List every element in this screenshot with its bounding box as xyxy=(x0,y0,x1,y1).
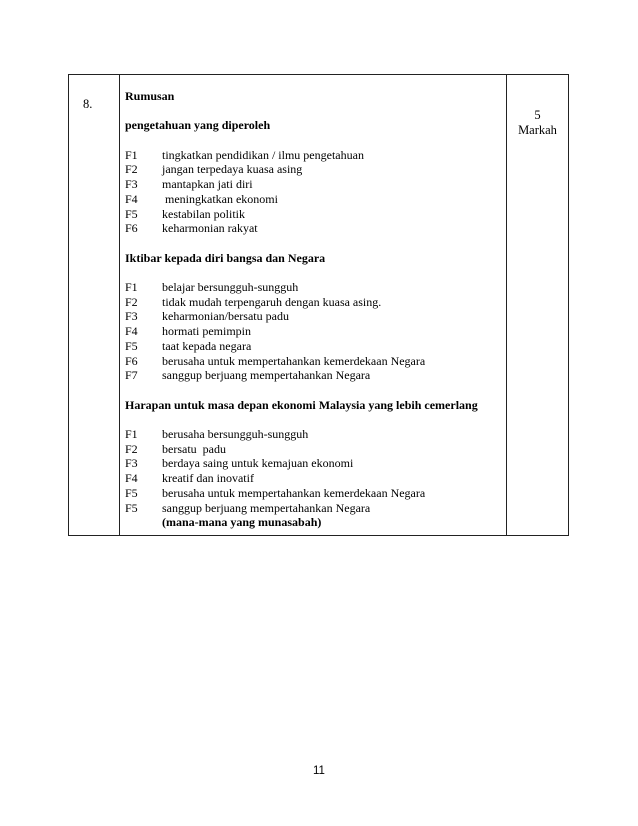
title-rumusan: Rumusan xyxy=(125,89,175,103)
item-text: sanggup berjuang mempertahankan Negara xyxy=(162,368,371,383)
section2-list xyxy=(125,280,501,383)
marks-value: 5 xyxy=(534,108,541,122)
section1-item xyxy=(125,162,501,177)
item-text: berusaha untuk mempertahankan kemerdekaan Negara xyxy=(162,353,426,368)
item-text: meningkatkan ekonomi xyxy=(162,191,278,206)
section3-item xyxy=(125,471,501,486)
item-text: sanggup berjuang mempertahankan Negara xyxy=(162,500,371,515)
section2-item xyxy=(125,324,501,339)
item-text: mantapkan jati diri xyxy=(162,177,253,192)
item-code: F2 xyxy=(125,294,138,309)
item-code: F5 xyxy=(125,485,138,500)
marks-unit: Markah xyxy=(518,123,557,137)
section1-list xyxy=(125,148,501,236)
item-code: F1 xyxy=(125,427,138,442)
section3-list xyxy=(125,427,501,515)
item-code: F3 xyxy=(125,456,138,471)
item-code: F4 xyxy=(125,191,138,206)
answer-content xyxy=(125,89,501,530)
item-code: F5 xyxy=(125,338,138,353)
item-text: keharmonian/bersatu padu xyxy=(162,309,289,324)
acceptance-note: (mana-mana yang munasabah) xyxy=(162,515,322,530)
item-code: F5 xyxy=(125,206,138,221)
item-text: kestabilan politik xyxy=(162,206,245,221)
item-code: F6 xyxy=(125,221,138,236)
section2-item xyxy=(125,368,501,383)
item-text: keharmonian rakyat xyxy=(162,221,258,236)
item-text: kreatif dan inovatif xyxy=(162,471,254,486)
page-number: 11 xyxy=(313,765,325,777)
item-code: F7 xyxy=(125,368,138,383)
section2-item xyxy=(125,295,501,310)
item-text: berusaha bersungguh-sungguh xyxy=(162,427,309,442)
section3-item xyxy=(125,456,501,471)
column-divider-right xyxy=(506,75,507,535)
section1-heading: pengetahuan yang diperoleh xyxy=(125,118,271,133)
section1-item xyxy=(125,207,501,222)
section1-item xyxy=(125,192,501,207)
item-text: jangan terpedaya kuasa asing xyxy=(162,162,303,177)
item-text: hormati pemimpin xyxy=(162,324,251,339)
marks-cell xyxy=(506,108,569,138)
item-text: tingkatkan pendidikan / ilmu pengetahuan xyxy=(162,147,364,162)
column-divider-left xyxy=(119,75,120,535)
item-code: F2 xyxy=(125,441,138,456)
item-code: F5 xyxy=(125,500,138,515)
item-code: F1 xyxy=(125,280,138,295)
section3-item xyxy=(125,501,501,516)
item-text: bersatu padu xyxy=(162,441,226,456)
section2-item xyxy=(125,339,501,354)
question-number: 8. xyxy=(83,97,93,111)
item-code: F6 xyxy=(125,353,138,368)
section1-item xyxy=(125,177,501,192)
section3-item xyxy=(125,486,501,501)
section3-item xyxy=(125,442,501,457)
item-text: belajar bersungguh-sungguh xyxy=(162,280,299,295)
item-text: berdaya saing untuk kemajuan ekonomi xyxy=(162,456,354,471)
item-text: berusaha untuk mempertahankan kemerdekaan Negara xyxy=(162,485,426,500)
section2-item xyxy=(125,309,501,324)
section3-heading: Harapan untuk masa depan ekonomi Malaysia yang lebih cemerlang xyxy=(125,397,478,412)
section2-heading: Iktibar kepada diri bangsa dan Negara xyxy=(125,250,326,265)
item-code: F2 xyxy=(125,162,138,177)
item-code: F3 xyxy=(125,177,138,192)
section1-item xyxy=(125,148,501,163)
item-text: tidak mudah terpengaruh dengan kuasa asing. xyxy=(162,294,382,309)
section3-item xyxy=(125,427,501,442)
section2-item xyxy=(125,354,501,369)
item-code: F1 xyxy=(125,147,138,162)
item-code: F4 xyxy=(125,324,138,339)
section2-item xyxy=(125,280,501,295)
item-code: F3 xyxy=(125,309,138,324)
item-code: F4 xyxy=(125,471,138,486)
section1-item xyxy=(125,221,501,236)
item-text: taat kepada negara xyxy=(162,338,252,353)
answer-table xyxy=(68,74,569,536)
